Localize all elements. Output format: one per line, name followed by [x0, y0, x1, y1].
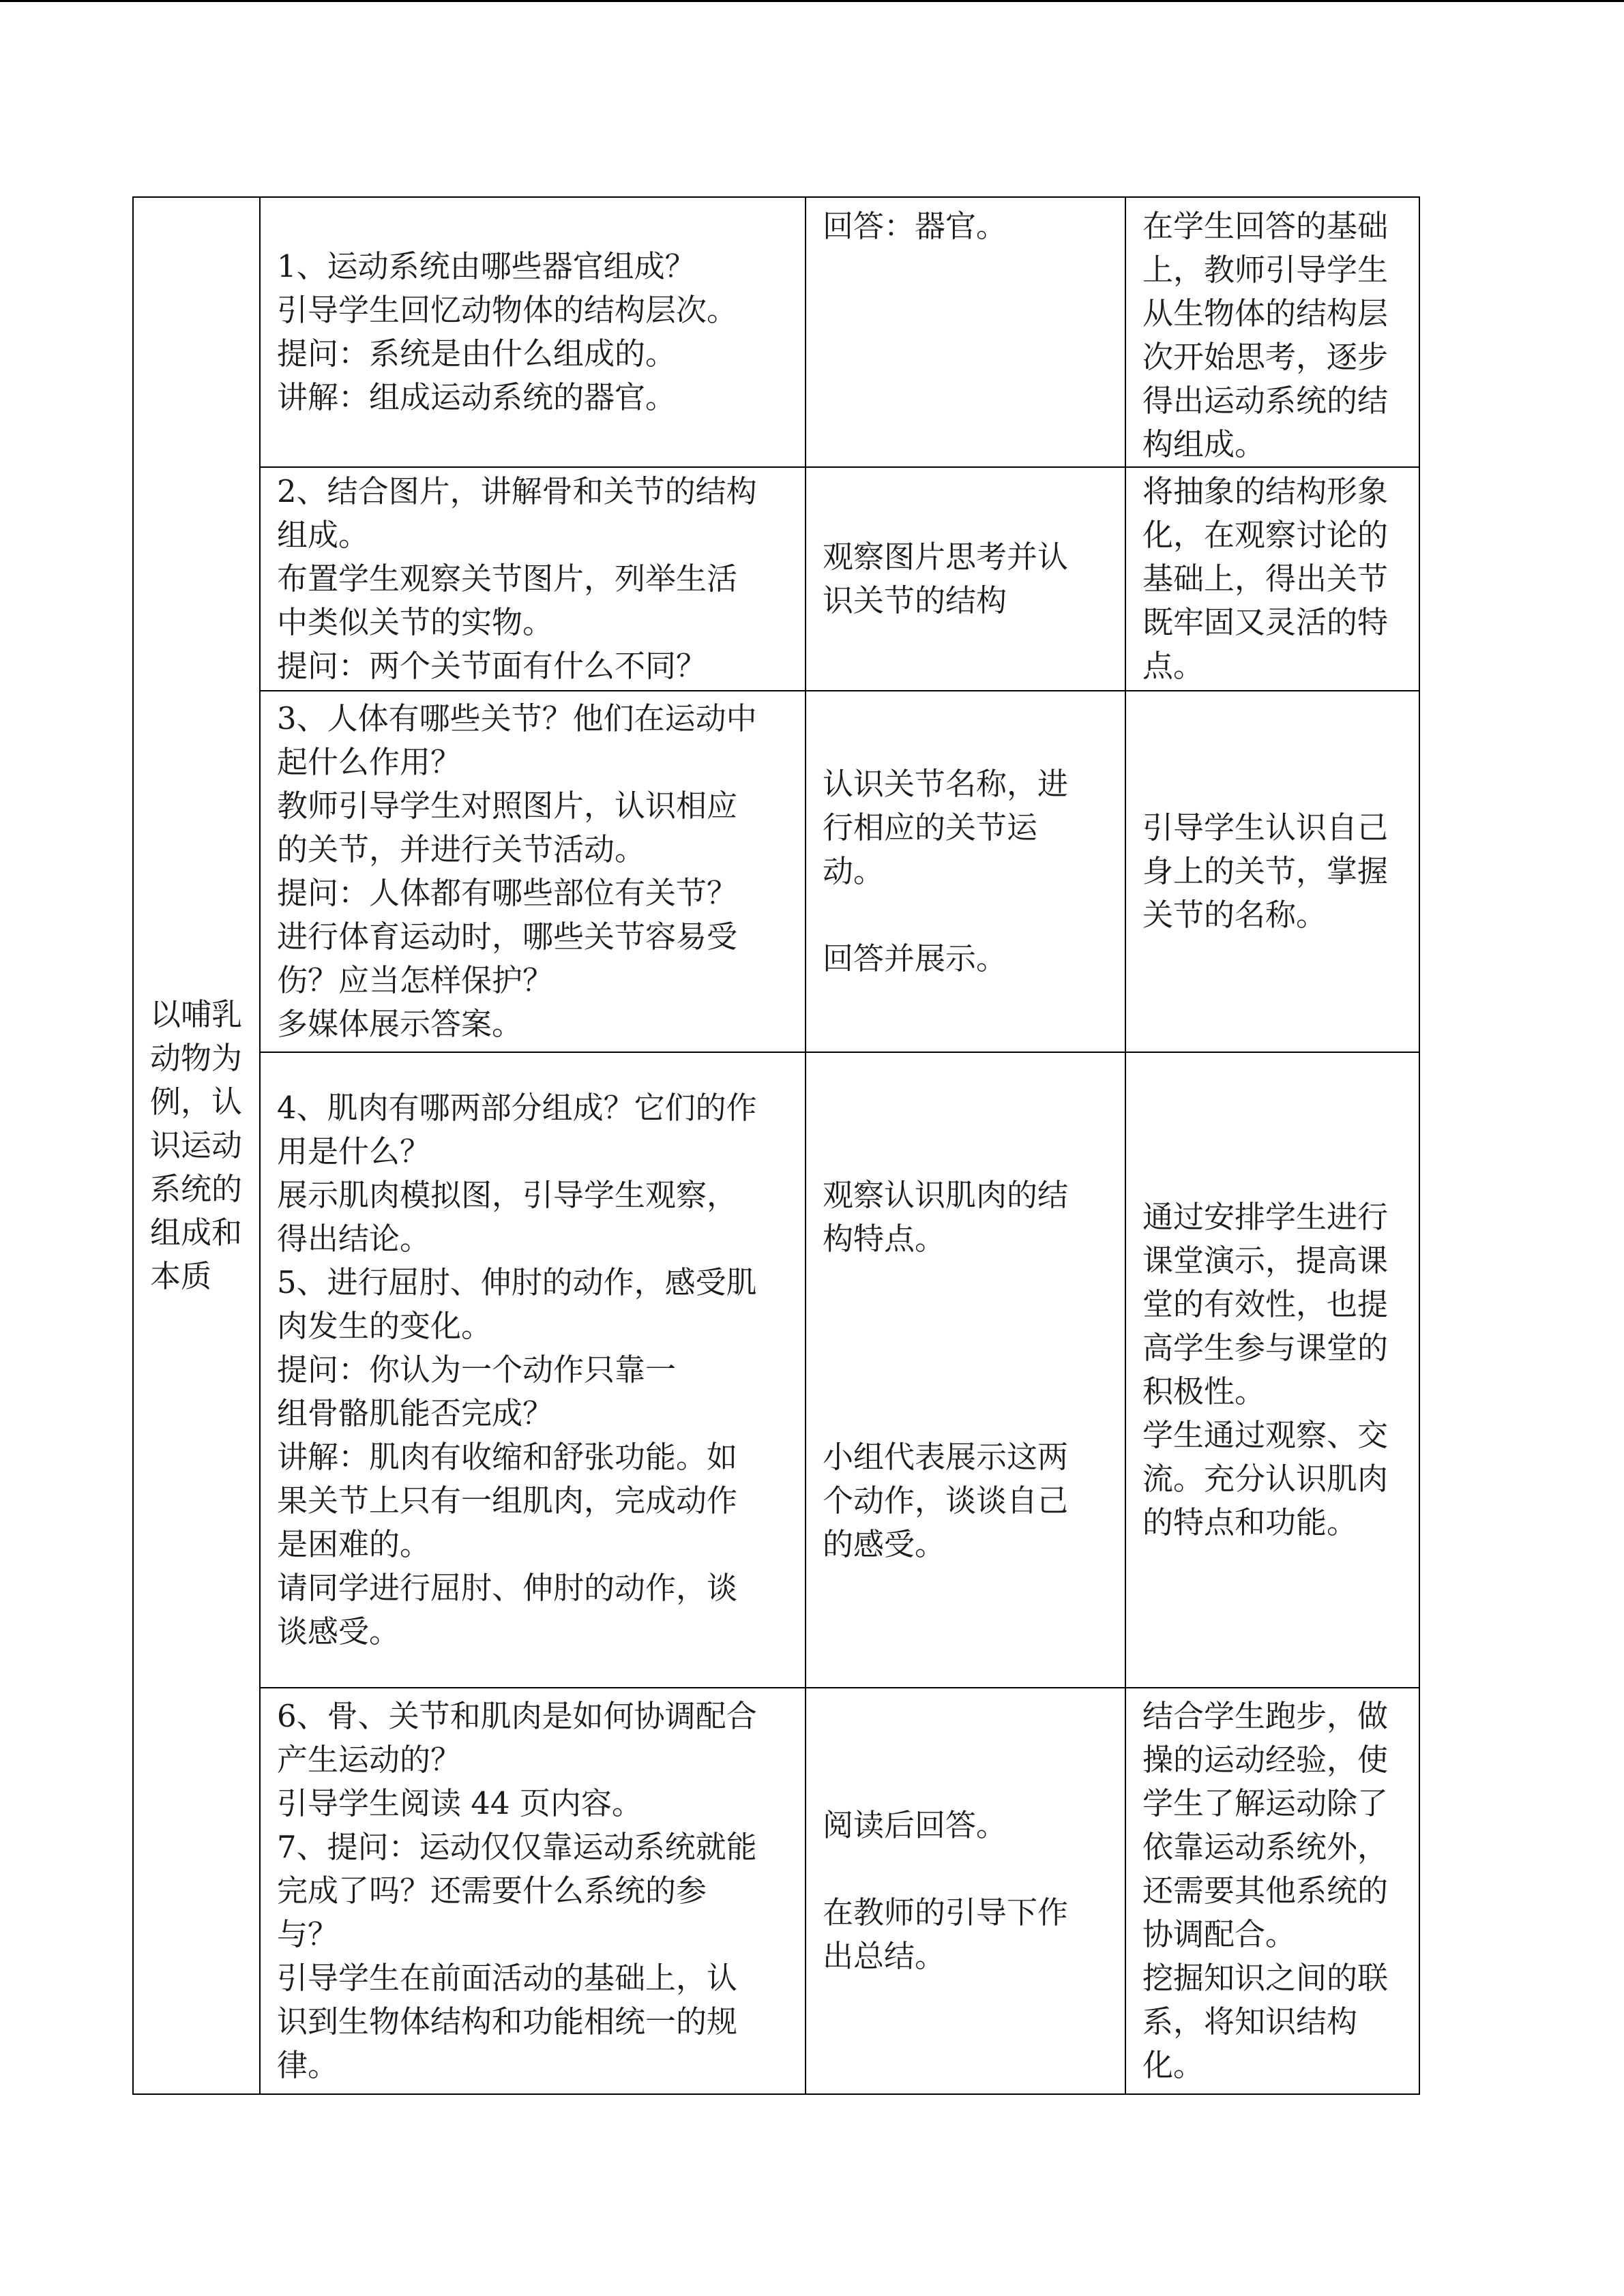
page-top-border — [0, 0, 1624, 2]
cell-line: 识到生物体结构和功能相统一的规 — [277, 2003, 738, 2040]
cell-line: 通过安排学生进行 — [1142, 1199, 1389, 1235]
cell-line: 在教师的引导下作 — [823, 1894, 1069, 1930]
cell-line: 回答：器官。 — [823, 208, 1007, 244]
cell-line: 肉发生的变化。 — [277, 1308, 492, 1344]
cell-line: 关节的名称。 — [1142, 897, 1327, 933]
teacher-activity-cell — [260, 1052, 806, 1688]
design-intent-cell — [1125, 691, 1419, 1052]
cell-line: 引导学生阅读 44 页内容。 — [277, 1785, 643, 1821]
cell-line: 2、结合图片，讲解骨和关节的结构 — [277, 473, 757, 509]
teacher-activity-cell — [260, 197, 806, 467]
cell-line: 化。 — [1142, 2047, 1205, 2083]
cell-line: 讲解：肌肉有收缩和舒张功能。如 — [277, 1439, 738, 1475]
cell-line: 组骨骼肌能否完成？ — [277, 1395, 554, 1431]
cell-line: 认识关节名称，进 — [823, 766, 1069, 802]
cell-line: 1、运动系统由哪些器官组成？ — [277, 248, 696, 284]
cell-line: 学生通过观察、交 — [1142, 1417, 1389, 1453]
cell-line: 起什么作用？ — [277, 744, 462, 780]
student-activity-cell — [806, 197, 1125, 467]
cell-line: 上，教师引导学生 — [1142, 252, 1389, 288]
cell-line: 提问：两个关节面有什么不同？ — [277, 648, 707, 684]
cell-line: 依靠运动系统外， — [1142, 1829, 1389, 1865]
cell-line: 的感受。 — [823, 1526, 946, 1562]
cell-line: 将抽象的结构形象 — [1142, 473, 1389, 509]
student-activity-cell — [806, 467, 1125, 691]
cell-line: 组成。 — [277, 517, 370, 553]
cell-line: 构组成。 — [1142, 426, 1266, 462]
cell-line: 布置学生观察关节图片，列举生活 — [277, 561, 738, 597]
spacer — [823, 893, 1108, 937]
cell-line: 与？ — [277, 1916, 339, 1952]
cell-line: 6、骨、关节和肌肉是如何协调配合 — [277, 1698, 757, 1734]
cell-line: 身上的关节，掌握 — [1142, 853, 1389, 889]
cell-line: 产生运动的？ — [277, 1742, 462, 1778]
cell-line: 的特点和功能。 — [1142, 1504, 1358, 1540]
spacer — [823, 1847, 1108, 1891]
cell-line: 引导学生认识自己 — [1142, 809, 1389, 846]
topic-cell — [133, 197, 260, 2094]
table-row — [133, 197, 1419, 467]
cell-line: 7、提问：运动仅仅靠运动系统就能 — [277, 1829, 757, 1865]
cell-line: 提问：系统是由什么组成的。 — [277, 336, 677, 372]
cell-line: 构特点。 — [823, 1221, 946, 1257]
cell-line: 进行体育运动时，哪些关节容易受 — [277, 919, 738, 955]
cell-line: 多媒体展示答案。 — [277, 1006, 523, 1042]
cell-line: 果关节上只有一组肌肉，完成动作 — [277, 1482, 738, 1519]
cell-line: 在学生回答的基础 — [1142, 208, 1389, 244]
cell-line: 观察图片思考并认 — [823, 539, 1069, 575]
teacher-activity-cell — [260, 467, 806, 691]
cell-line: 4、肌肉有哪两部分组成？它们的作 — [277, 1090, 757, 1126]
cell-line: 中类似关节的实物。 — [277, 604, 554, 640]
cell-line: 流。充分认识肌肉 — [1142, 1461, 1389, 1497]
design-intent-cell — [1125, 1688, 1419, 2094]
cell-line: 课堂演示，提高课 — [1142, 1242, 1389, 1279]
cell-line: 化，在观察讨论的 — [1142, 517, 1389, 553]
cell-line: 既牢固又灵活的特 — [1142, 604, 1389, 640]
table-row — [133, 691, 1419, 1052]
spacer — [823, 1261, 1108, 1435]
student-activity-cell — [806, 691, 1125, 1052]
design-intent-cell — [1125, 197, 1419, 467]
cell-line: 系，将知识结构 — [1142, 2003, 1358, 2040]
cell-line: 操的运动经验，使 — [1142, 1742, 1389, 1778]
cell-line: 基础上，得出关节 — [1142, 561, 1389, 597]
cell-line: 5、进行屈肘、伸肘的动作，感受肌 — [277, 1264, 757, 1300]
cell-line: 提问：你认为一个动作只靠一 — [277, 1352, 677, 1388]
cell-line: 次开始思考，逐步 — [1142, 339, 1389, 375]
cell-line: 回答并展示。 — [823, 940, 1007, 976]
cell-line: 观察认识肌肉的结 — [823, 1177, 1069, 1213]
cell-line: 协调配合。 — [1142, 1916, 1297, 1952]
student-activity-cell — [806, 1688, 1125, 2094]
cell-line: 小组代表展示这两 — [823, 1439, 1069, 1475]
cell-line: 得出运动系统的结 — [1142, 383, 1389, 419]
cell-line: 动。 — [823, 853, 885, 889]
student-activity-cell — [806, 1052, 1125, 1688]
cell-line: 用是什么？ — [277, 1133, 431, 1169]
table-row — [133, 467, 1419, 691]
cell-line: 请同学进行屈肘、伸肘的动作，谈 — [277, 1570, 738, 1606]
table-row — [133, 1688, 1419, 2094]
cell-line: 高学生参与课堂的 — [1142, 1330, 1389, 1366]
table-row — [133, 1052, 1419, 1688]
cell-line: 阅读后回答。 — [823, 1807, 1007, 1843]
cell-line: 行相应的关节运 — [823, 809, 1038, 846]
cell-line: 完成了吗？还需要什么系统的参 — [277, 1873, 707, 1909]
cell-line: 的关节，并进行关节活动。 — [277, 831, 646, 867]
cell-line: 点。 — [1142, 648, 1205, 684]
cell-line: 谈感受。 — [277, 1613, 400, 1650]
cell-line: 挖掘知识之间的联 — [1142, 1960, 1389, 1996]
teacher-activity-cell — [260, 691, 806, 1052]
design-intent-cell — [1125, 467, 1419, 691]
cell-line: 教师引导学生对照图片，认识相应 — [277, 788, 738, 824]
cell-line: 还需要其他系统的 — [1142, 1873, 1389, 1909]
cell-line: 引导学生在前面活动的基础上，认 — [277, 1960, 738, 1996]
cell-line: 引导学生回忆动物体的结构层次。 — [277, 292, 738, 328]
cell-line: 结合学生跑步，做 — [1142, 1698, 1389, 1734]
cell-line: 从生物体的结构层 — [1142, 295, 1389, 331]
cell-line: 讲解：组成运动系统的器官。 — [277, 379, 677, 415]
cell-line: 伤？应当怎样保护？ — [277, 962, 554, 998]
lesson-plan-table — [132, 196, 1420, 2095]
cell-line: 个动作，谈谈自己 — [823, 1482, 1069, 1519]
cell-line: 展示肌肉模拟图，引导学生观察， — [277, 1177, 738, 1213]
cell-line: 律。 — [277, 2047, 339, 2083]
cell-line: 得出结论。 — [277, 1221, 431, 1257]
topic-text: 以哺乳动物为例，认识运动系统的组成和本质 — [150, 996, 243, 1294]
cell-line: 是困难的。 — [277, 1526, 431, 1562]
cell-line: 提问：人体都有哪些部位有关节？ — [277, 875, 738, 911]
cell-line: 3、人体有哪些关节？他们在运动中 — [277, 700, 757, 736]
cell-line: 识关节的结构 — [823, 582, 1007, 618]
design-intent-cell — [1125, 1052, 1419, 1688]
cell-line: 积极性。 — [1142, 1373, 1266, 1410]
cell-line: 堂的有效性，也提 — [1142, 1286, 1389, 1322]
cell-line: 学生了解运动除了 — [1142, 1785, 1389, 1821]
teacher-activity-cell — [260, 1688, 806, 2094]
cell-line: 出总结。 — [823, 1938, 946, 1974]
